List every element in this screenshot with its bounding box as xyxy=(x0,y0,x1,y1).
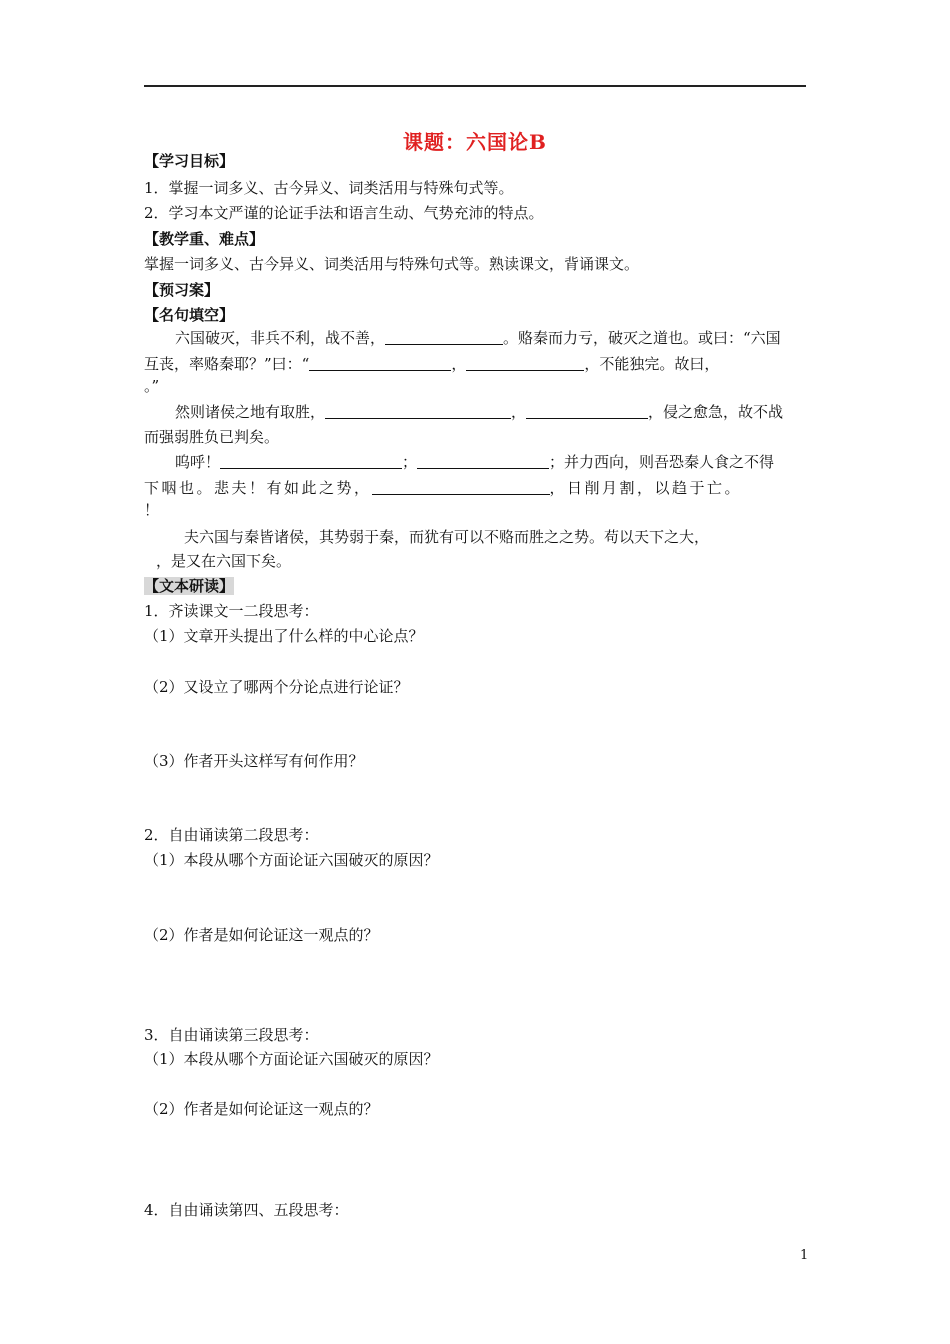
answer-blank[interactable] xyxy=(385,329,503,345)
page-title: 课题：六国论B xyxy=(403,130,547,154)
answer-blank[interactable] xyxy=(526,403,648,419)
question-item: （2）又设立了哪两个分论点进行论证？ xyxy=(144,678,409,696)
heading-text-study: 【文本研读】 xyxy=(144,577,235,595)
question-title: 4．自由诵读第四、五段思考： xyxy=(144,1201,349,1219)
heading-preview: 【预习案】 xyxy=(144,281,220,299)
answer-blank[interactable] xyxy=(417,453,549,469)
fill-line: 呜呼！ ； ；并力西向，则吾恐秦人食之不得 xyxy=(175,453,775,471)
question-item: （2）作者是如何论证这一观点的？ xyxy=(144,926,379,944)
fill-line: 然则诸侯之地有取胜， ， ，侵之愈急，故不战 xyxy=(175,403,784,421)
fill-line: 夫六国与秦皆诸侯，其势弱于秦，而犹有可以不赂而胜之之势。苟以天下之大， xyxy=(184,528,710,546)
fill-line: 而强弱胜负已判矣。 xyxy=(144,428,280,446)
question-item: （3）作者开头这样写有何作用？ xyxy=(144,752,364,770)
fill-line: 。” xyxy=(144,377,160,395)
question-title: 3．自由诵读第三段思考： xyxy=(144,1026,319,1044)
goal-item-1: 1．掌握一词多义、古今异义、词类活用与特殊句式等。 xyxy=(144,179,514,197)
answer-blank[interactable] xyxy=(325,403,511,419)
question-item: （1）文章开头提出了什么样的中心论点？ xyxy=(144,627,424,645)
answer-blank[interactable] xyxy=(309,355,451,371)
heading-learning-goals: 【学习目标】 xyxy=(144,152,235,170)
fill-line: ，是又在六国下矣。 xyxy=(144,551,291,571)
header-rule xyxy=(144,85,806,87)
heading-key-points: 【教学重、难点】 xyxy=(144,230,265,248)
question-title: 2．自由诵读第二段思考： xyxy=(144,826,319,844)
answer-blank[interactable] xyxy=(372,479,550,495)
question-item: （2）作者是如何论证这一观点的？ xyxy=(144,1100,379,1118)
question-title: 1．齐读课文一二段思考： xyxy=(144,602,319,620)
fill-line: 六国破灭，非兵不利，战不善， 。赂秦而力亏，破灭之道也。或曰：“六国 xyxy=(175,329,781,347)
answer-blank[interactable] xyxy=(144,553,156,568)
question-item: （1）本段从哪个方面论证六国破灭的原因？ xyxy=(144,1050,439,1068)
heading-fill-in: 【名句填空】 xyxy=(144,306,235,324)
key-points-text: 掌握一词多义、古今异义、词类活用与特殊句式等。熟读课文，背诵课文。 xyxy=(144,255,640,273)
fill-line: 互丧，率赂秦耶？”曰：“ ， ，不能独完。故曰， xyxy=(144,355,720,373)
question-item: （1）本段从哪个方面论证六国破灭的原因？ xyxy=(144,851,439,869)
answer-blank[interactable] xyxy=(466,355,584,371)
fill-line: ！ xyxy=(144,501,160,519)
answer-blank[interactable] xyxy=(220,453,402,469)
page-number: 1 xyxy=(800,1248,809,1263)
goal-item-2: 2．学习本文严谨的论证手法和语言生动、气势充沛的特点。 xyxy=(144,204,544,222)
fill-line: 下咽也。悲夫！有如此之势， ，日削月割，以趋于亡。 xyxy=(144,479,743,497)
